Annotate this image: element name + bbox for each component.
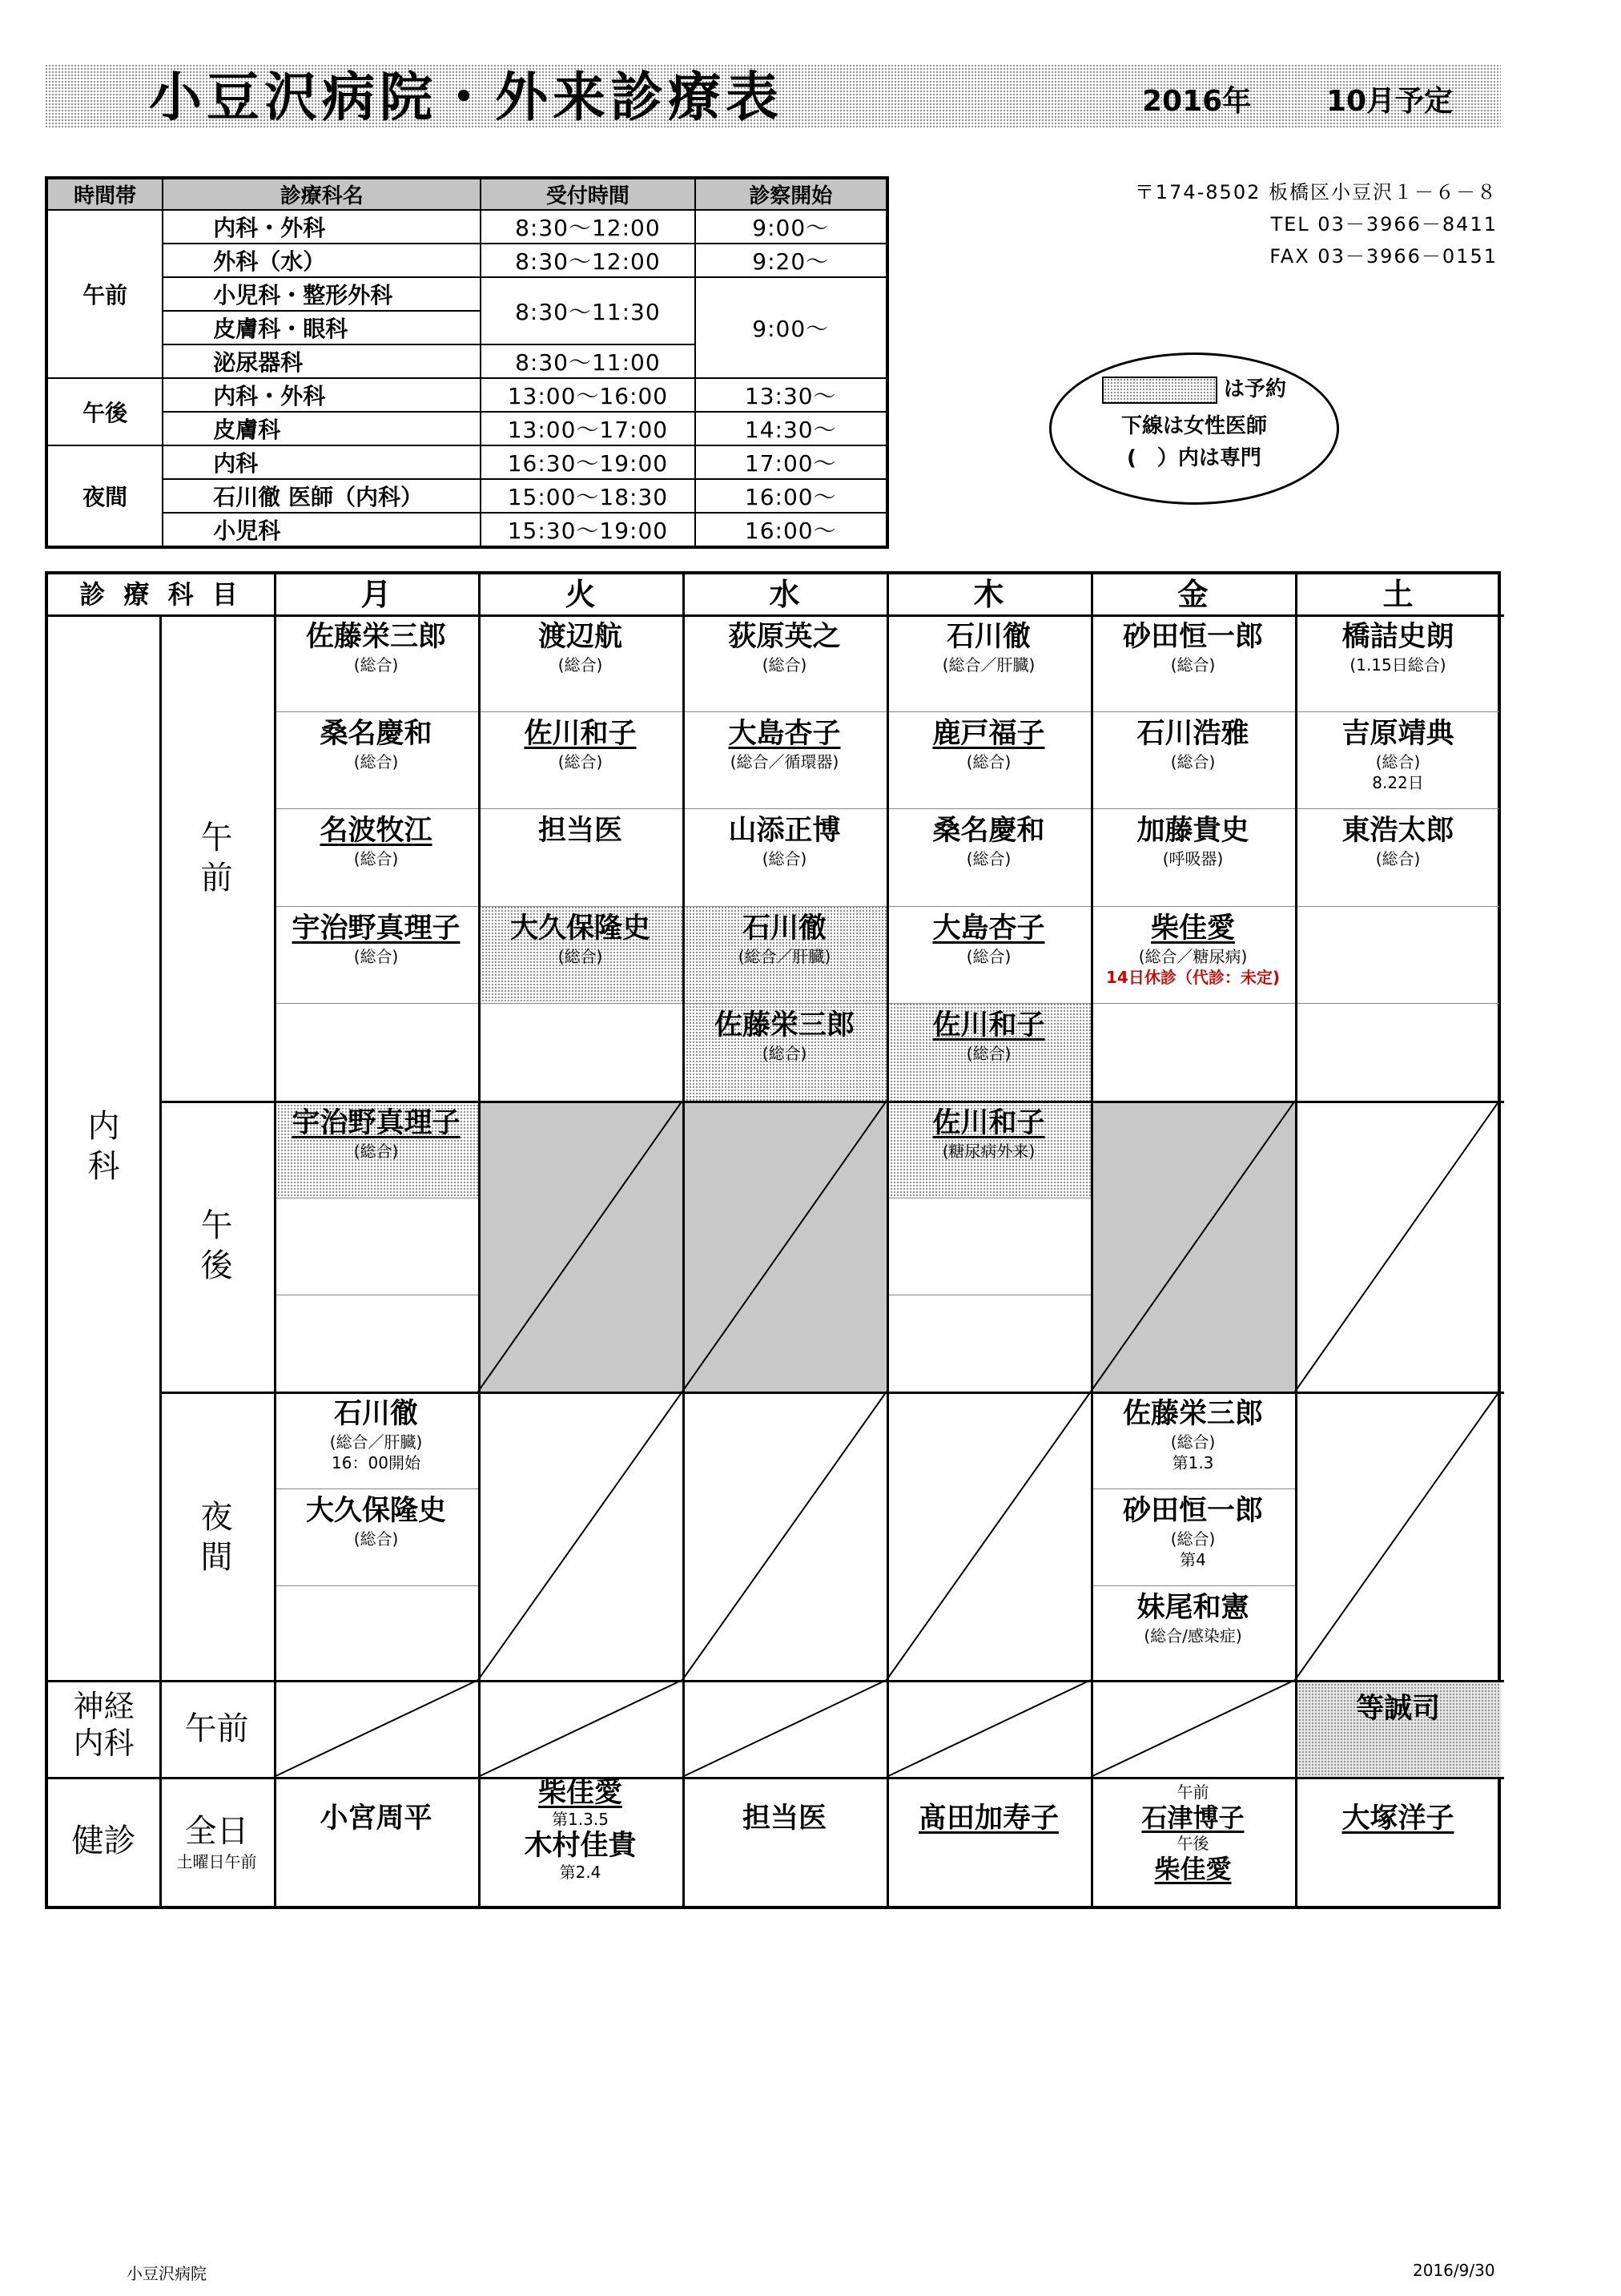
doctor-name: 砂田恒一郎 xyxy=(1122,621,1263,653)
schedule-cell xyxy=(887,1101,1091,1198)
doctor-specialty: (総合／肝臓) xyxy=(942,655,1036,675)
doctor-specialty: (総合) xyxy=(762,849,807,868)
schedule-cell xyxy=(682,1777,887,1909)
schedule-note: 第1.3 xyxy=(1172,1453,1214,1472)
year-label: 2016年 xyxy=(1142,85,1252,118)
doctor-name: 佐川和子 xyxy=(932,1009,1045,1041)
start-time: 16:00～ xyxy=(695,513,888,547)
dept-name: 外科（水） xyxy=(163,244,481,277)
hours-row xyxy=(46,277,887,311)
doctor-name: 大島杏子 xyxy=(728,718,841,750)
doctor-specialty: (総合) xyxy=(1170,1432,1216,1452)
day-header-thu: 木 xyxy=(973,577,1004,612)
month-label: 10月予定 xyxy=(1326,85,1454,118)
reception-time: 13:00～17:00 xyxy=(481,412,694,445)
doctor-name: 石川徹 xyxy=(946,621,1031,653)
label-night: 夜 間 xyxy=(200,1499,233,1576)
doctor-specialty: (総合) xyxy=(1375,752,1421,771)
schedule-cell xyxy=(1295,614,1501,711)
dept-name: 皮膚科・眼科 xyxy=(163,311,481,344)
doctor-specialty: (糖尿病外来) xyxy=(942,1142,1036,1161)
schedule-note: 8.22日 xyxy=(1372,773,1424,792)
schedule-cell xyxy=(887,906,1091,1003)
schedule-cell xyxy=(1091,1392,1295,1488)
period-night: 夜間 xyxy=(46,445,163,547)
doctor-specialty: (総合) xyxy=(966,849,1012,868)
fax: FAX 03－3966－0151 xyxy=(1269,245,1498,268)
label-naika: 内 科 xyxy=(87,1108,120,1185)
schedule-cell xyxy=(682,1003,887,1101)
doctor-specialty: (1.15日総合) xyxy=(1349,655,1446,675)
doctor-name: 佐川和子 xyxy=(524,718,637,750)
schedule-note: 第1.3.5 xyxy=(552,1810,609,1829)
doctor-specialty: (総合) xyxy=(966,1044,1012,1063)
doctor-specialty: (総合) xyxy=(1170,655,1216,675)
doctor-name: 小宮周平 xyxy=(320,1803,432,1835)
doctor-name: 宇治野真理子 xyxy=(292,1107,461,1139)
doctor-name: 渡辺航 xyxy=(537,621,622,653)
schedule-cell xyxy=(274,711,478,808)
dept-name: 泌尿器科 xyxy=(163,344,481,378)
day-header-mon: 月 xyxy=(360,577,392,612)
footer-date: 2016/9/30 xyxy=(1413,2261,1495,2280)
doctor-name: 桑名慶和 xyxy=(320,718,432,750)
col-header-time-slot: 時間帯 xyxy=(46,178,163,210)
reception-time: 15:30～19:00 xyxy=(481,513,694,547)
doctor-name: 佐川和子 xyxy=(932,1107,1045,1139)
dept-name: 小児科・整形外科 xyxy=(163,277,481,311)
schedule-cell xyxy=(682,808,887,906)
doctor-specialty: (総合／循環器) xyxy=(730,752,839,771)
doctor-specialty: (総合) xyxy=(353,655,399,675)
schedule-cell xyxy=(478,1777,682,1909)
dept-name: 皮膚科 xyxy=(163,412,481,445)
doctor-specialty: (総合) xyxy=(557,947,603,966)
schedule-cell xyxy=(1295,808,1501,906)
doctor-name: 柴佳愛 xyxy=(537,1777,622,1809)
start-time: 13:30～ xyxy=(695,378,888,412)
hospital-address xyxy=(1041,176,1498,272)
doctor-specialty: (総合／肝臓) xyxy=(329,1432,423,1452)
doctor-name: 石津博子 xyxy=(1141,1803,1245,1833)
dept-name: 内科・外科 xyxy=(163,210,481,244)
doctor-name: 等誠司 xyxy=(1355,1693,1440,1725)
col-header-department: 診療科名 xyxy=(163,178,481,210)
schedule-cell xyxy=(682,614,887,711)
schedule-cell xyxy=(478,614,682,711)
schedule-cell xyxy=(1295,1777,1501,1909)
doctor-specialty: (総合／糖尿病) xyxy=(1138,947,1248,966)
schedule-cell xyxy=(274,614,478,711)
doctor-name: 大久保隆史 xyxy=(305,1495,446,1527)
schedule-cell xyxy=(1091,808,1295,906)
doctor-specialty: (総合) xyxy=(557,752,603,771)
reception-time: 8:30～12:00 xyxy=(481,244,694,277)
schedule-cell xyxy=(1091,906,1295,1003)
schedule-cell xyxy=(274,906,478,1003)
schedule-cell xyxy=(887,808,1091,906)
doctor-name: 髙田加寿子 xyxy=(918,1803,1059,1835)
schedule-cell xyxy=(1091,711,1295,808)
doctor-specialty: (総合) xyxy=(557,655,603,675)
doctor-name: 大島杏子 xyxy=(932,912,1045,945)
schedule-cell xyxy=(1295,711,1501,808)
doctor-name: 名波牧江 xyxy=(320,815,432,847)
doctor-name: 山添正博 xyxy=(728,815,841,847)
page-title: 小豆沢病院・外来診療表 xyxy=(149,66,783,128)
doctor-specialty: (総合) xyxy=(353,947,399,966)
doctor-name: 橋詰史朗 xyxy=(1341,621,1454,653)
hours-row xyxy=(46,513,887,547)
schedule-note: 第2.4 xyxy=(559,1863,601,1882)
subject-header: 診 療 科 目 xyxy=(79,579,243,610)
schedule-cell xyxy=(887,1777,1091,1909)
hours-row xyxy=(46,210,887,244)
period-pm: 午後 xyxy=(46,378,163,445)
doctor-name: 柴佳愛 xyxy=(1154,1854,1232,1884)
doctor-name: 荻原英之 xyxy=(728,621,841,653)
doctor-specialty: (総合/感染症) xyxy=(1144,1626,1242,1645)
schedule-cell xyxy=(478,711,682,808)
reception-time: 16:30～19:00 xyxy=(481,445,694,479)
schedule-cell xyxy=(1091,1488,1295,1585)
doctor-name: 桑名慶和 xyxy=(932,815,1045,847)
start-time: 9:20～ xyxy=(695,244,888,277)
doctor-specialty: (総合) xyxy=(1170,1529,1216,1549)
schedule-cell xyxy=(478,808,682,906)
session-label: 午後 xyxy=(1177,1834,1209,1853)
doctor-name: 佐藤栄三郎 xyxy=(1122,1398,1263,1430)
doctor-name: 柴佳愛 xyxy=(1150,912,1235,945)
period-am: 午前 xyxy=(46,210,163,378)
doctor-name: 大塚洋子 xyxy=(1341,1803,1454,1835)
doctor-name: 加藤貴史 xyxy=(1136,815,1249,847)
doctor-name: 妹尾和憲 xyxy=(1136,1592,1249,1624)
legend-reserve: は予約 xyxy=(1223,377,1286,401)
schedule-cell xyxy=(1091,1585,1295,1680)
reception-time: 8:30～12:00 xyxy=(481,210,694,244)
doctor-name: 大久保隆史 xyxy=(509,912,650,945)
doctor-specialty: (総合) xyxy=(353,849,399,868)
hours-row xyxy=(46,445,887,479)
schedule-cell xyxy=(887,1003,1091,1101)
doctor-specialty: (総合) xyxy=(762,655,807,675)
closure-note: 14日休診（代診：未定) xyxy=(1106,968,1280,987)
day-header-fri: 金 xyxy=(1177,577,1209,612)
start-time: 16:00～ xyxy=(695,479,888,513)
reservation-swatch xyxy=(1102,377,1217,404)
doctor-name: 佐藤栄三郎 xyxy=(714,1009,855,1041)
legend-female: 下線は女性医師 xyxy=(1120,414,1267,438)
schedule-cell xyxy=(682,711,887,808)
doctor-specialty: (総合／肝臓) xyxy=(738,947,831,966)
schedule-cell xyxy=(887,711,1091,808)
day-header-wed: 水 xyxy=(769,577,800,612)
label-neuro: 神経 内科 xyxy=(73,1689,135,1761)
doctor-specialty: (総合) xyxy=(353,1142,399,1161)
doctor-name: 木村佳貴 xyxy=(524,1830,637,1862)
label-allday-note: 土曜日午前 xyxy=(176,1852,257,1871)
label-pm: 午 後 xyxy=(200,1207,233,1284)
reception-time: 8:30～11:00 xyxy=(481,344,694,378)
doctor-name: 担当医 xyxy=(742,1803,827,1835)
dept-name: 小児科 xyxy=(163,513,481,547)
label-am: 午 前 xyxy=(200,820,233,896)
hours-row xyxy=(46,479,887,513)
doctor-name: 石川徹 xyxy=(742,912,827,945)
telephone: TEL 03－3966－8411 xyxy=(1270,213,1498,236)
start-time: 9:00～ xyxy=(695,210,888,244)
doctor-name: 石川徹 xyxy=(333,1398,418,1430)
doctor-name: 鹿戸福子 xyxy=(932,718,1045,750)
dept-name: 内科 xyxy=(163,445,481,479)
hours-row xyxy=(46,412,887,445)
schedule-cell xyxy=(274,808,478,906)
start-time: 9:00～ xyxy=(695,277,888,378)
doctor-name: 石川浩雅 xyxy=(1136,718,1249,750)
schedule-cell xyxy=(274,1777,478,1909)
reception-time: 13:00～16:00 xyxy=(481,378,694,412)
doctor-specialty: (総合) xyxy=(762,1044,807,1063)
doctor-name: 吉原靖典 xyxy=(1341,718,1454,750)
day-header-sat: 土 xyxy=(1382,577,1414,612)
doctor-name: 佐藤栄三郎 xyxy=(305,621,446,653)
label-kenshin: 健診 xyxy=(71,1823,136,1859)
doctor-specialty: (総合) xyxy=(353,1529,399,1549)
session-label: 午前 xyxy=(1177,1782,1209,1802)
label-neuro-am: 午前 xyxy=(184,1710,249,1747)
schedule-cell xyxy=(478,906,682,1003)
schedule-cell xyxy=(274,1488,478,1585)
dept-name: 内科・外科 xyxy=(163,378,481,412)
schedule-cell xyxy=(1091,1777,1295,1909)
start-time: 17:00～ xyxy=(695,445,888,479)
doctor-specialty: (総合) xyxy=(353,752,399,771)
label-allday: 全日 xyxy=(184,1813,249,1850)
doctor-name: 担当医 xyxy=(537,815,622,847)
col-header-start: 診察開始 xyxy=(695,178,888,210)
legend xyxy=(1049,352,1339,505)
start-time: 14:30～ xyxy=(695,412,888,445)
schedule-cell xyxy=(1091,614,1295,711)
schedule-cell xyxy=(274,1392,478,1488)
col-header-reception: 受付時間 xyxy=(481,178,694,210)
schedule-cell xyxy=(887,614,1091,711)
doctor-name: 宇治野真理子 xyxy=(292,912,461,945)
reception-hours-table xyxy=(45,176,889,549)
doctor-specialty: (呼吸器) xyxy=(1162,849,1224,868)
doctor-specialty: (総合) xyxy=(966,752,1012,771)
hours-row xyxy=(46,378,887,412)
doctor-name: 東浩太郎 xyxy=(1341,815,1454,847)
schedule-cell xyxy=(1295,1680,1501,1777)
postal-address: 〒174-8502 板橋区小豆沢１－６－８ xyxy=(1134,181,1498,203)
doctor-name: 砂田恒一郎 xyxy=(1122,1495,1263,1527)
footer-hospital-name: 小豆沢病院 xyxy=(127,2264,207,2283)
doctor-specialty: (総合) xyxy=(1170,752,1216,771)
schedule-table xyxy=(45,571,1501,1909)
reception-time: 15:00～18:30 xyxy=(481,479,694,513)
schedule-note: 第4 xyxy=(1180,1550,1206,1569)
day-header-tue: 火 xyxy=(565,577,596,612)
doctor-specialty: (総合) xyxy=(1375,849,1421,868)
dept-name: 石川徹 医師（内科） xyxy=(163,479,481,513)
hours-row xyxy=(46,244,887,277)
title-banner xyxy=(45,64,1501,128)
schedule-cell xyxy=(274,1101,478,1198)
schedule-cell xyxy=(682,906,887,1003)
reception-time: 8:30～11:30 xyxy=(481,277,694,344)
doctor-specialty: (総合) xyxy=(966,947,1012,966)
schedule-note: 16：00開始 xyxy=(332,1453,420,1472)
legend-specialty: ( ）内は専門 xyxy=(1127,446,1261,470)
